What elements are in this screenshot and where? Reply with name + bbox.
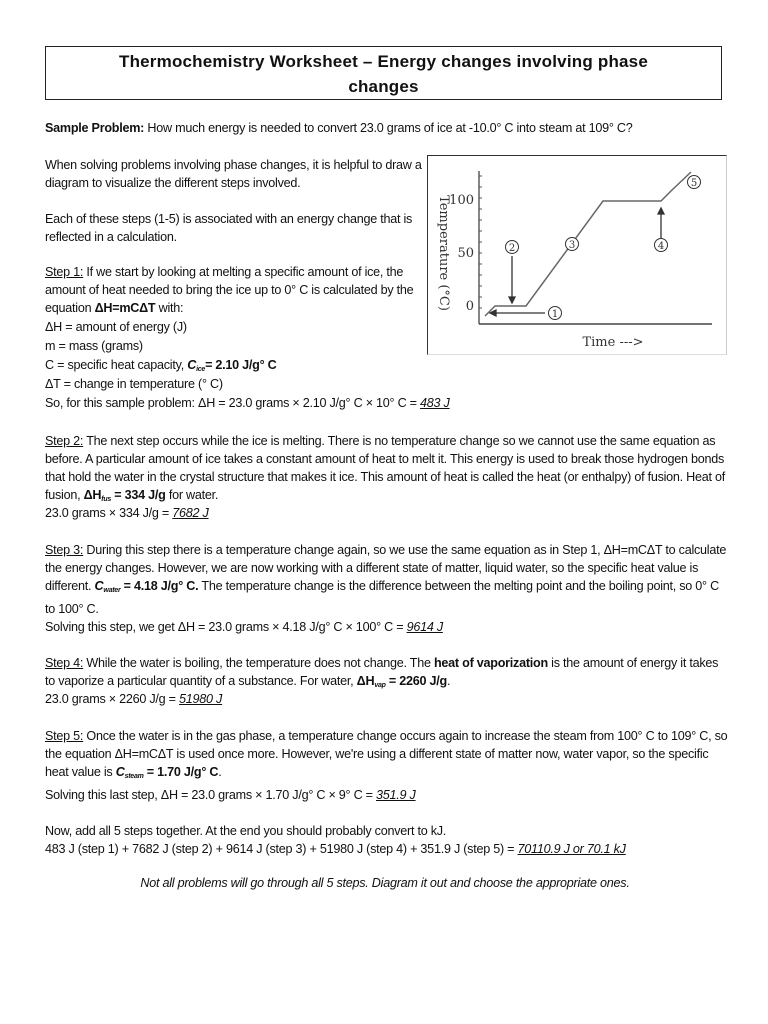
delta-h-vap-symbol: ΔH: [356, 674, 375, 688]
step-4-label: Step 4:: [45, 656, 84, 670]
step-4-text: While the water is boiling, the temperature does not change. The: [83, 656, 434, 670]
step-5-paragraph: [45, 727, 730, 786]
delta-h-vap-value: = 2260 J/g: [385, 674, 447, 688]
title-line-2: changes: [348, 77, 419, 96]
intro-paragraph-2: Each of these steps (1-5) is associated with an energy change that is reflected in a calculation.: [45, 212, 413, 244]
step-4-result: 51980 J: [179, 692, 223, 706]
marker-2-label: 2: [508, 243, 516, 254]
c-ice-symbol: C: [187, 358, 197, 372]
sample-problem-text: How much energy is needed to convert 23.0 grams of ice at -10.0° C into steam at 109° C?: [144, 121, 633, 135]
summary-line-1: Now, add all 5 steps together. At the end you should probably convert to kJ.: [45, 824, 447, 838]
step-2-text: The next step occurs while the ice is melting. There is no temperature change so we cannot use the same equation as before. A particular amount of ice takes a constant amount of heat to melt it. This energy is used to break those hydrogen bonds that hold the water in the crystal structure that makes it ice. This amount of heat is called the heat (or enthalpy) of fusion. Heat of fusion,: [45, 434, 726, 502]
y-tick-0: 0: [465, 299, 474, 314]
c-steam-symbol: C: [115, 765, 125, 779]
step-2-text-end: for water.: [165, 488, 219, 502]
step-3-text: During this step there is a temperature change again, so we use the same equation as in Step 1, ΔH=mCΔT to calculate the energy changes. However, we are now working with a different state of matter, liquid water, so the specific heat value is different.: [45, 543, 727, 593]
step-1-calc-text: So, for this sample problem: ΔH = 23.0 grams × 2.10 J/g° C × 10° C =: [45, 396, 421, 410]
step-1-calculation: [45, 394, 450, 412]
step-4-text-end: .: [446, 674, 451, 688]
step-1-label: Step 1:: [45, 265, 84, 279]
c-water-symbol: C: [94, 579, 104, 593]
step-5-result: 351.9 J: [376, 788, 416, 802]
c-steam-subscript: steam: [124, 773, 144, 780]
step-4-calculation: [45, 690, 222, 708]
step-1-paragraph: [45, 263, 425, 317]
step-1-text-end: with:: [155, 301, 184, 315]
step-1-arrow: [490, 310, 545, 316]
delta-h-fus-symbol: ΔH: [83, 488, 102, 502]
step-5-calculation: [45, 786, 416, 804]
step-3-paragraph: [45, 541, 730, 618]
step-3-calculation: [45, 618, 443, 636]
heating-curve-diagram: [427, 155, 727, 355]
marker-5-label: 5: [690, 178, 698, 189]
summary-line-2: [45, 840, 626, 858]
step-1-result: 483 J: [420, 396, 450, 410]
step-2-calc-text: 23.0 grams × 334 J/g =: [45, 506, 173, 520]
intro-paragraph-1: When solving problems involving phase changes, it is helpful to draw a diagram to visualize the different steps involved.: [45, 158, 422, 190]
step-3-result: 9614 J: [406, 620, 443, 634]
c-water-subscript: water: [103, 587, 121, 594]
sample-problem: [45, 119, 632, 137]
closing-note: Not all problems will go through all 5 steps. Diagram it out and choose the appropriate ones.: [140, 876, 630, 890]
c-water-value: = 4.18 J/g° C.: [120, 579, 199, 593]
y-tick-50: 50: [457, 246, 474, 261]
step-4-text-2: is the amount of energy it takes to vaporize a particular quantity of a substance. For water,: [45, 656, 719, 688]
specific-heat-text: C = specific heat capacity,: [45, 358, 188, 372]
heating-curve-svg: [428, 156, 728, 356]
step-2-label: Step 2:: [45, 434, 84, 448]
step-5-calc-text: Solving this last step, ΔH = 23.0 grams × 1.70 J/g° C × 9° C =: [45, 788, 377, 802]
total-result: 70110.9 J or 70.1 kJ: [517, 842, 626, 856]
step-2-result: 7682 J: [172, 506, 209, 520]
step-5-label: Step 5:: [45, 729, 84, 743]
step-markers: [506, 176, 701, 320]
step-3-label: Step 3:: [45, 543, 84, 557]
y-axis-label: Temperature (°C): [436, 195, 451, 311]
marker-3-label: 3: [568, 240, 576, 251]
x-axis-label: Time --->: [582, 335, 644, 350]
definition-mass: m = mass (grams): [45, 339, 143, 353]
step-2-paragraph: [45, 432, 730, 509]
step-4-arrow: [658, 208, 664, 238]
worksheet-title: [45, 46, 722, 100]
step-4-calc-text: 23.0 grams × 2260 J/g =: [45, 692, 180, 706]
y-tick-100: 100: [449, 193, 474, 208]
step-3-calc-text: Solving this step, we get ΔH = 23.0 grams × 4.18 J/g° C × 100° C =: [45, 620, 407, 634]
step-1-equation: ΔH=mCΔT: [94, 301, 156, 315]
delta-h-fus-value: = 334 J/g: [111, 488, 166, 502]
step-2-calculation: [45, 504, 209, 522]
definition-delta-h: ΔH = amount of energy (J): [45, 320, 187, 334]
title-line-1: Thermochemistry Worksheet – Energy changes involving phase: [118, 52, 648, 71]
sample-problem-label: Sample Problem:: [45, 121, 145, 135]
marker-4-label: 4: [657, 241, 665, 252]
step-3-text-end: The temperature change is the difference between the melting point and the boiling point, so 0° C to 100° C.: [45, 579, 719, 616]
delta-h-fus-subscript: fus: [101, 496, 112, 503]
step-2-arrow: [509, 256, 515, 303]
summary-calc-text: 483 J (step 1) + 7682 J (step 2) + 9614 J (step 3) + 51980 J (step 4) + 351.9 J (step 5) =: [45, 842, 518, 856]
c-ice-value: = 2.10 J/g° C: [205, 358, 277, 372]
delta-h-vap-subscript: vap: [374, 682, 386, 689]
marker-1-label: 1: [551, 309, 559, 320]
step-4-paragraph: [45, 654, 730, 695]
step-1-text: If we start by looking at melting a specific amount of ice, the amount of heat needed to bring the ice up to 0° C is calculated by the equation: [45, 265, 414, 315]
c-steam-value: = 1.70 J/g° C: [143, 765, 219, 779]
step-5-text: Once the water is in the gas phase, a temperature change occurs again to increase the steam from 100° C to 109° C, so the equation ΔH=mCΔT is used once more. However, we're using a different state of matter now, water vapor, so the specific heat value is: [45, 729, 728, 779]
c-ice-subscript: ice: [196, 366, 206, 373]
step-5-text-end: .: [218, 765, 222, 779]
heat-of-vaporization-term: heat of vaporization: [433, 656, 548, 670]
definition-delta-t: ΔT = change in temperature (° C): [45, 377, 223, 391]
